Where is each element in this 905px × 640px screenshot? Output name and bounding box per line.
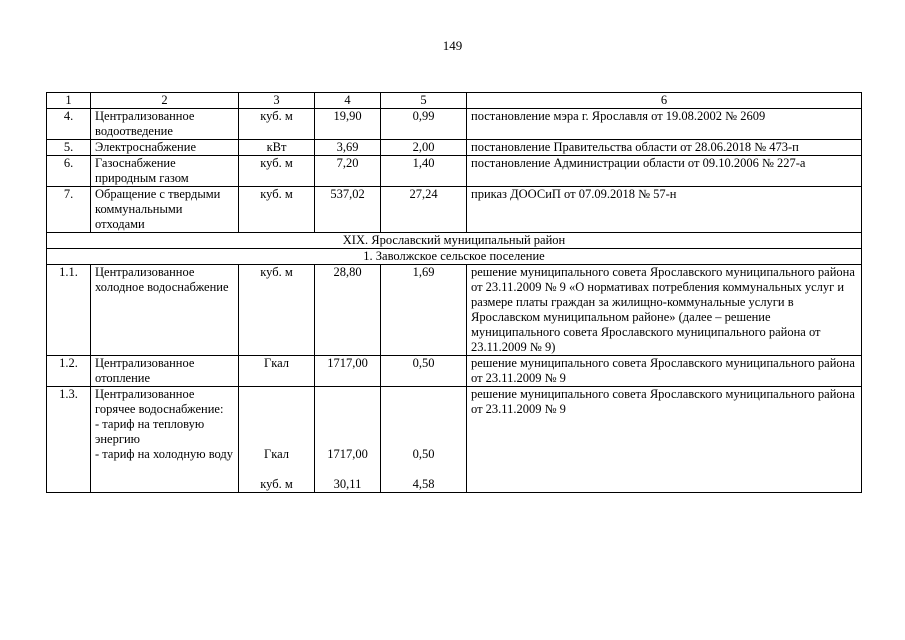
sub-tariff-value: 4,58 (412, 477, 435, 491)
service-name: Обращение с твердыми коммунальными отходами (91, 187, 239, 233)
norm-value: 0,50 (381, 356, 467, 387)
unit: куб. м (239, 265, 315, 356)
row-number: 4. (47, 109, 91, 140)
unit: куб. м (239, 187, 315, 233)
norm-value: 1,40 (381, 156, 467, 187)
column-number: 2 (91, 93, 239, 109)
norm-value (381, 387, 467, 493)
legal-document: постановление Администрации области от 09.10.2006 № 227-а (467, 156, 862, 187)
sub-tariff-value: 0,50 (412, 447, 435, 461)
sub-tariff-value: 30,11 (333, 477, 362, 491)
norm-value: 2,00 (381, 140, 467, 156)
sub-tariff-label: - тариф на холодную воду (95, 447, 234, 461)
column-number: 5 (381, 93, 467, 109)
legal-document: решение муниципального совета Ярославского муниципального района от 23.11.2009 № 9 «О нормативах потребления коммунальных услуг и размере платы граждан за жилищно-коммунальные услуги в Ярославском муниципальном районе» (далее – решение муниципального совета Ярославского муниципального района от 23.11.2009 № 9) (467, 265, 862, 356)
column-number-row (47, 93, 862, 109)
service-name: Централизованное холодное водоснабжение (91, 265, 239, 356)
table-row (47, 156, 862, 187)
column-number: 6 (467, 93, 862, 109)
table-row (47, 356, 862, 387)
norm-value (315, 387, 381, 493)
row-number: 7. (47, 187, 91, 233)
unit: кВт (239, 140, 315, 156)
sub-tariff-label: - тариф на тепловую энергию (95, 417, 205, 446)
norm-value: 28,80 (315, 265, 381, 356)
norm-value: 3,69 (315, 140, 381, 156)
row-number: 1.2. (47, 356, 91, 387)
service-name: Централизованное отопление (91, 356, 239, 387)
row-number: 1.1. (47, 265, 91, 356)
unit: куб. м (239, 156, 315, 187)
legal-document: решение муниципального совета Ярославского муниципального района от 23.11.2009 № 9 (467, 387, 862, 493)
row-number: 1.3. (47, 387, 91, 493)
table-row (47, 187, 862, 233)
norm-value: 7,20 (315, 156, 381, 187)
norm-value: 1717,00 (315, 356, 381, 387)
service-name: Газоснабжение природным газом (91, 156, 239, 187)
legal-document: приказ ДООСиП от 07.09.2018 № 57-н (467, 187, 862, 233)
section-title: XIX. Ярославский муниципальный район (47, 233, 862, 249)
sub-tariff-unit: Гкал (263, 447, 289, 461)
unit: куб. м (239, 109, 315, 140)
sub-tariff-unit: куб. м (260, 477, 293, 491)
table-row (47, 265, 862, 356)
column-number: 1 (47, 93, 91, 109)
column-number: 4 (315, 93, 381, 109)
page-number: 149 (442, 38, 463, 53)
norm-value: 27,24 (381, 187, 467, 233)
tariff-table (46, 92, 862, 493)
legal-document: решение муниципального совета Ярославского муниципального района от 23.11.2009 № 9 (467, 356, 862, 387)
service-name: Электроснабжение (91, 140, 239, 156)
subsection-row (47, 249, 862, 265)
row-number: 5. (47, 140, 91, 156)
subsection-title: 1. Заволжское сельское поселение (47, 249, 862, 265)
norm-value: 537,02 (315, 187, 381, 233)
table-row (47, 109, 862, 140)
section-row (47, 233, 862, 249)
legal-document: постановление Правительства области от 28.06.2018 № 473-п (467, 140, 862, 156)
service-name (91, 387, 239, 493)
service-heading: Централизованное горячее водоснабжение: (95, 387, 224, 416)
table-row (47, 387, 862, 493)
column-number: 3 (239, 93, 315, 109)
sub-tariff-value: 1717,00 (327, 447, 368, 461)
service-name: Централизованное водоотведение (91, 109, 239, 140)
unit: Гкал (239, 356, 315, 387)
norm-value: 0,99 (381, 109, 467, 140)
table-row (47, 140, 862, 156)
row-number: 6. (47, 156, 91, 187)
unit (239, 387, 315, 493)
norm-value: 1,69 (381, 265, 467, 356)
legal-document: постановление мэра г. Ярославля от 19.08.2002 № 2609 (467, 109, 862, 140)
norm-value: 19,90 (315, 109, 381, 140)
